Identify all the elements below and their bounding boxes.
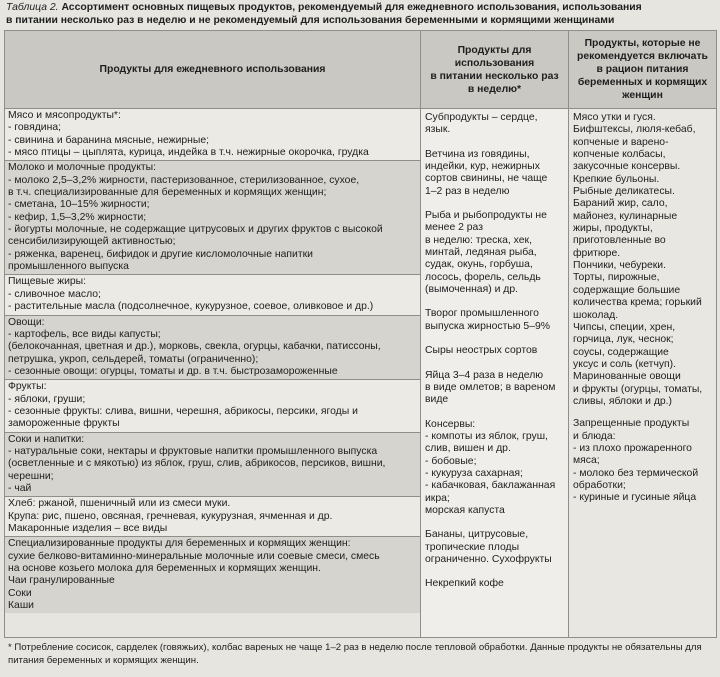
daily-line: - мясо птицы – цыплята, курица, индейка в т.ч. нежирные окорочка, грудка xyxy=(8,147,369,159)
excluded-line: Рыбные деликатесы. xyxy=(573,186,675,198)
excluded-line: Маринованные овощи xyxy=(573,371,681,383)
daily-line: сенсибилизирующей активностью; xyxy=(8,236,176,248)
daily-line: в т.ч. специализированные для беременных и кормящих женщин; xyxy=(8,187,327,199)
weekly-block xyxy=(425,345,564,357)
footnote-line: * Потребление сосисок, сарделек (говяжьих), колбас вареных не чаще 1–2 раз в неделю после тепловой обработки. Данные продукты не обязательны для xyxy=(8,642,702,653)
daily-line: промышленного выпуска xyxy=(8,261,129,273)
excluded-line: уксус и соль (кетчуп). xyxy=(573,358,677,370)
daily-line: - растительные масла (подсолнечное, кукурузное, соевое, оливковое и др.) xyxy=(8,301,374,313)
weekly-line: - компоты из яблок, груш, xyxy=(425,430,548,442)
daily-group xyxy=(5,380,420,432)
daily-line: Хлеб: ржаной, пшеничный или из смеси муки. xyxy=(8,498,231,510)
weekly-block xyxy=(425,112,564,137)
excluded-block xyxy=(573,112,712,408)
daily-group xyxy=(5,161,420,275)
excluded-line: приготовленные во xyxy=(573,235,666,247)
weekly-line: Консервы: xyxy=(425,418,476,430)
daily-line: (белокочанная, цветная и др.), морковь, свекла, огурцы, кабачки, патиссоны, xyxy=(8,341,381,353)
weekly-line: Ветчина из говядины, xyxy=(425,148,530,160)
weekly-line: язык. xyxy=(425,124,451,136)
weekly-line: - кабачковая, баклажанная xyxy=(425,480,556,492)
daily-line: - чай xyxy=(8,482,32,494)
header-excluded-line: рекомендуется включать xyxy=(577,51,708,62)
weekly-line: Рыба и рыбопродукты не xyxy=(425,210,547,222)
excluded-line: и блюда: xyxy=(573,430,616,442)
header-weekly-line: в питании несколько раз xyxy=(430,70,559,82)
daily-line: - яблоки, груши; xyxy=(8,393,86,405)
excluded-list xyxy=(569,109,716,518)
weekly-line: в неделю: треска, хек, xyxy=(425,234,532,246)
weekly-block xyxy=(425,529,564,566)
header-excluded xyxy=(569,31,716,109)
excluded-line: шоколад. xyxy=(573,309,619,321)
weekly-line: икра; xyxy=(425,492,450,504)
excluded-line: жиры, продукты, xyxy=(573,223,653,235)
caption-label: Таблица 2. xyxy=(6,2,59,13)
excluded-line: Торты, пирожные, xyxy=(573,272,660,284)
daily-line: - говядина; xyxy=(8,122,61,134)
excluded-line: сливы, яблоки и др.) xyxy=(573,395,673,407)
footnote xyxy=(8,642,716,667)
header-excluded-line: в рацион питания xyxy=(596,64,689,75)
excluded-line: Бараний жир, сало, xyxy=(573,198,668,210)
excluded-line: - куриные и гусиные яйца xyxy=(573,492,697,504)
weekly-column xyxy=(421,109,569,637)
weekly-line: лосось, форель, сельдь xyxy=(425,271,541,283)
weekly-line: - бобовые; xyxy=(425,455,477,467)
header-excluded-line: беременных и кормящих xyxy=(577,77,708,88)
daily-line: - сметана, 10–15% жирности; xyxy=(8,199,150,211)
daily-line: - ряженка, варенец, бифидок и другие кисломолочные напитки xyxy=(8,248,313,260)
excluded-line: Бифштексы, люля-кебаб, xyxy=(573,124,696,136)
weekly-line: минтай, ледяная рыба, xyxy=(425,247,537,259)
excluded-line: и фрукты (огурцы, томаты, xyxy=(573,383,703,395)
daily-line: Макаронные изделия – все виды xyxy=(8,523,168,534)
daily-line: на основе козьего молока для беременных и кормящих женщин. xyxy=(8,563,321,575)
daily-line: Соки и напитки: xyxy=(8,433,85,445)
weekly-block xyxy=(425,370,564,407)
table-caption xyxy=(6,1,718,27)
excluded-line: соусы, содержащие xyxy=(573,346,669,358)
weekly-line: тропические плоды xyxy=(425,541,520,553)
weekly-line: Бананы, цитрусовые, xyxy=(425,529,529,541)
daily-line: Фрукты: xyxy=(8,381,47,393)
food-table xyxy=(4,30,717,638)
daily-line: - свинина и баранина мясные, нежирные; xyxy=(8,134,210,146)
header-excluded-line: женщин xyxy=(622,90,663,101)
weekly-line: Сыры неострых сортов xyxy=(425,345,538,357)
weekly-line: Творог промышленного xyxy=(425,308,539,320)
daily-group xyxy=(5,109,420,161)
daily-line: сухие белково-витаминно-минеральные молочные или соевые смеси, смесь xyxy=(8,550,380,562)
daily-line: Мясо и мясопродукты*: xyxy=(8,110,121,121)
daily-line: Пищевые жиры: xyxy=(8,276,87,288)
weekly-block xyxy=(425,308,564,333)
weekly-block xyxy=(425,578,564,590)
daily-line: - сливочное масло; xyxy=(8,288,101,300)
caption-line-2: в питании несколько раз в неделю и не рекомендуемый для использования беременными и кормящими женщинами xyxy=(6,15,615,26)
weekly-line: выпуска жирностью 5–9% xyxy=(425,320,551,332)
excluded-column xyxy=(569,109,716,637)
header-weekly-line: использования xyxy=(454,57,535,69)
excluded-line: Крепкие бульоны. xyxy=(573,173,660,185)
daily-group xyxy=(5,537,420,613)
footnote-line: питания беременных и кормящих женщин. xyxy=(8,654,199,666)
excluded-line: горчица, лук, чеснок; xyxy=(573,334,674,346)
weekly-line: (вымоченная) и др. xyxy=(425,284,518,296)
daily-line: - сезонные фрукты: слива, вишни, черешня, абрикосы, персики, ягоды и xyxy=(8,405,358,417)
daily-line: - сезонные овощи: огурцы, томаты и др. в т.ч. быстрозамороженные xyxy=(8,365,338,377)
caption-line-1: Ассортимент основных пищевых продуктов, рекомендуемый для ежедневного использования, использования xyxy=(61,2,642,13)
excluded-line: количества крема; горький xyxy=(573,297,702,309)
weekly-line: индейки, кур, нежирных xyxy=(425,161,540,173)
daily-group xyxy=(5,275,420,315)
excluded-block xyxy=(573,418,712,504)
daily-group xyxy=(5,497,420,537)
daily-line: Крупа: рис, пшено, овсяная, гречневая, кукурузная, ячменная и др. xyxy=(8,510,333,522)
excluded-line: майонез, кулинарные xyxy=(573,210,678,222)
weekly-line: - кукуруза сахарная; xyxy=(425,467,523,479)
excluded-line: фритюре. xyxy=(573,247,621,259)
daily-line: - йогурты молочные, не содержащие цитрусовых и других фруктов с высокой xyxy=(8,224,383,236)
weekly-line: Субпродукты – сердце, xyxy=(425,112,538,123)
weekly-block xyxy=(425,419,564,518)
excluded-line: содержащие большие xyxy=(573,284,681,296)
weekly-line: слив, вишен и др. xyxy=(425,443,511,455)
weekly-line: Яйца 3–4 раза в неделю xyxy=(425,369,544,381)
excluded-line: - молоко без термической xyxy=(573,467,699,479)
daily-line: - картофель, все виды капусты; xyxy=(8,328,161,340)
daily-line: замороженные фрукты xyxy=(8,418,120,430)
excluded-line: Мясо утки и гуся. xyxy=(573,112,656,123)
header-excluded-line: Продукты, которые не xyxy=(584,38,701,49)
weekly-line: ограниченно. Сухофрукты xyxy=(425,553,552,565)
excluded-line: Запрещенные продукты xyxy=(573,418,690,430)
excluded-line: обработки; xyxy=(573,479,626,491)
daily-line: Соки xyxy=(8,587,32,599)
weekly-block xyxy=(425,149,564,198)
daily-line: Овощи: xyxy=(8,316,45,328)
daily-line: Каши xyxy=(8,600,34,612)
weekly-line: морская капуста xyxy=(425,504,505,516)
excluded-line: копченые колбасы, xyxy=(573,149,666,161)
daily-column xyxy=(5,109,421,637)
header-daily xyxy=(5,31,421,109)
excluded-line: закусочные консервы. xyxy=(573,161,681,173)
weekly-list xyxy=(421,109,568,606)
excluded-line: мяса; xyxy=(573,455,600,467)
excluded-line: - из плохо прожаренного xyxy=(573,442,692,454)
daily-line: Чаи гранулированные xyxy=(8,575,115,587)
weekly-line: сортов свинины, не чаще xyxy=(425,173,548,185)
weekly-line: виде xyxy=(425,394,449,406)
daily-line: черешни; xyxy=(8,470,54,482)
daily-line: - натуральные соки, нектары и фруктовые напитки промышленного выпуска xyxy=(8,445,378,457)
header-weekly-line: Продукты для xyxy=(457,44,532,56)
daily-group xyxy=(5,433,420,498)
daily-line: - молоко 2,5–3,2% жирности, пастеризованное, стерилизованное, сухое, xyxy=(8,174,360,186)
excluded-line: Чипсы, специи, хрен, xyxy=(573,321,676,333)
excluded-line: Пончики, чебуреки. xyxy=(573,260,666,272)
weekly-line: судак, окунь, горбуша, xyxy=(425,259,533,271)
daily-line: петрушка, укроп, сельдерей, томаты (ограниченно); xyxy=(8,353,259,365)
daily-line: (осветленные и с мякотью) из яблок, груш, слив, абрикосов, персиков, вишни, xyxy=(8,458,386,470)
weekly-line: в виде омлетов; в вареном xyxy=(425,381,556,393)
weekly-line: Некрепкий кофе xyxy=(425,578,504,590)
weekly-line: менее 2 раз xyxy=(425,222,483,234)
daily-line: - кефир, 1,5–3,2% жирности; xyxy=(8,211,147,223)
header-daily-label: Продукты для ежедневного использования xyxy=(99,64,326,75)
excluded-line: копченые и варено- xyxy=(573,136,669,148)
daily-line: Молоко и молочные продукты: xyxy=(8,162,157,174)
weekly-block xyxy=(425,210,564,296)
weekly-line: 1–2 раз в неделю xyxy=(425,185,510,197)
header-weekly xyxy=(421,31,569,109)
header-weekly-line: в неделю* xyxy=(467,83,522,95)
daily-line: Специализированные продукты для беременных и кормящих женщин: xyxy=(8,538,351,550)
daily-group xyxy=(5,316,420,381)
